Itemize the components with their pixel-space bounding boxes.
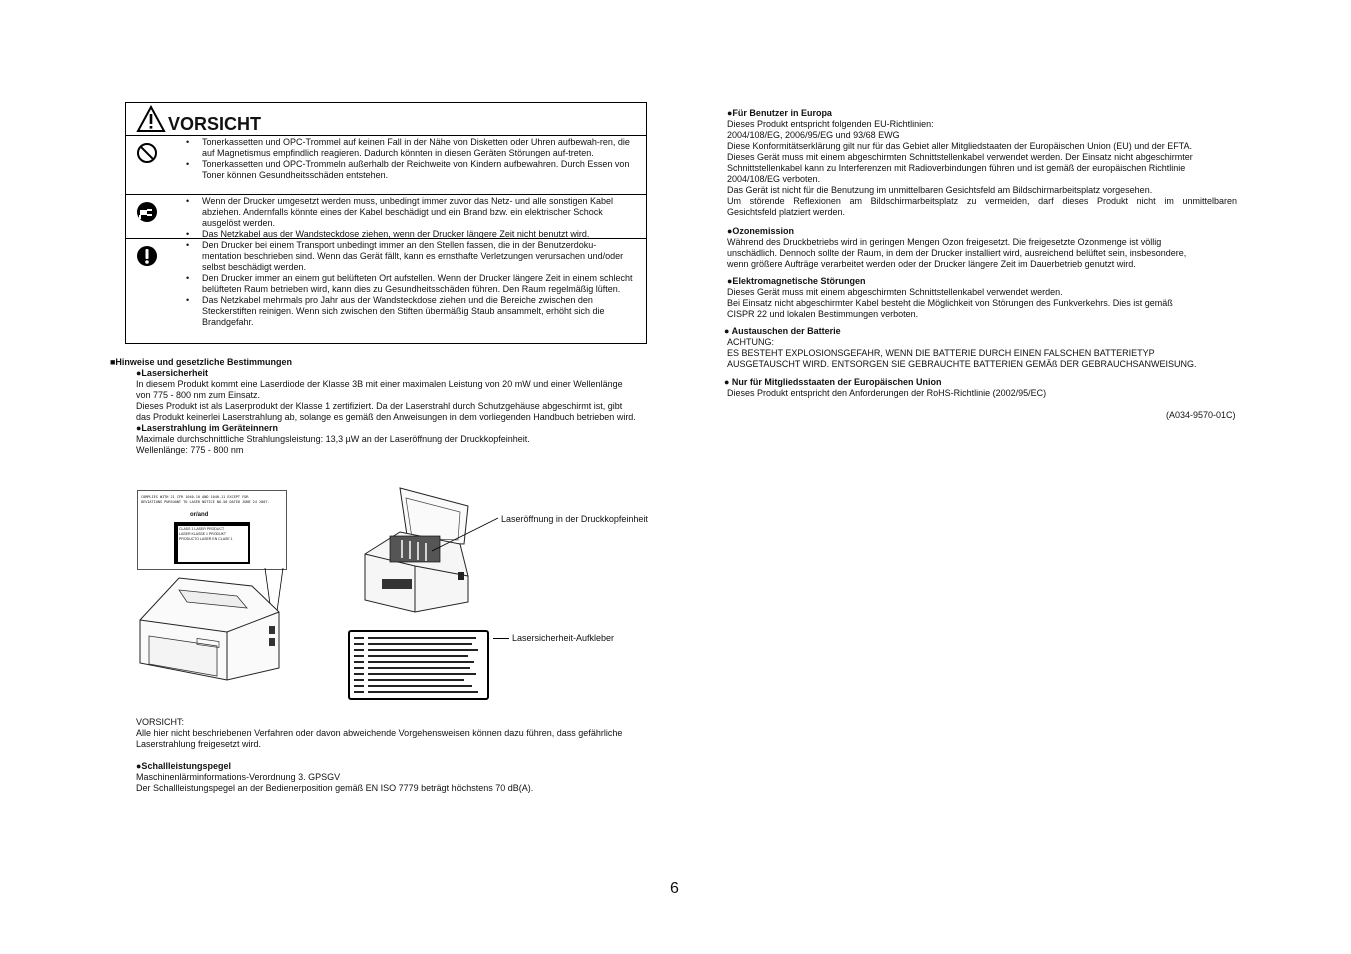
exclamation-icon [136, 245, 158, 267]
caution-item: • Das Netzkabel aus der Wandsteckdose ziehen, wenn der Drucker längere Zeit nicht benutzt wird. [202, 229, 634, 240]
sound-text: Der Schallleistungspegel an der Bedienerposition gemäß EN ISO 7779 beträgt höchstens 70 dB(A). [136, 783, 534, 793]
laser-safety-text: von 775 - 800 nm zum Einsatz. [136, 390, 261, 400]
eu-heading: ●Für Benutzer in Europa [727, 108, 832, 118]
emc-text: CISPR 22 und lokalen Bestimmungen verboten. [727, 309, 919, 319]
compliance-text: DEVIATIONS PURSUANT TO LASER NOTICE NO.50 DATED JUNE 24 2007. [141, 500, 270, 504]
printer-front-illustration [137, 568, 297, 703]
eu-section [727, 108, 1237, 218]
laser-safety-text: In diesem Produkt kommt eine Laserdiode der Klasse 3B mit einer maximalen Leistung von 20 mW und einer Wellenlänge [136, 379, 623, 389]
caution-item: • Tonerkassetten und OPC-Trommel auf keinen Fall in der Nähe von Disketten oder Uhren aufbewah-ren, die auf Magnetismus empfindlich reagieren. Dadurch könnten in diesen Geräten Störungen auf-treten. [202, 137, 634, 159]
emc-text: Dieses Gerät muss mit einem abgeschirmten Schnittstellenkabel verwendet werden. [727, 287, 1063, 297]
caution-header [126, 103, 646, 136]
caution-row [126, 195, 646, 239]
laser-safety-text: Dieses Produkt ist als Laserprodukt der Klasse 1 zertifiziert. Da der Laserstrahl durch Schutzgehäuse abgeschirmt ist, gibt [136, 401, 623, 411]
caution-table [125, 102, 647, 344]
inner-radiation-text: Maximale durchschnittliche Strahlungsleistung: 13,3 µW an der Laseröffnung der Druckkopfeinheit. [136, 434, 530, 444]
caution-item: • Wenn der Drucker umgesetzt werden muss, unbedingt immer zuvor das Netz- und alle sonstigen Kabel abziehen. Andernfalls könnte eines der Kabel beschädigt und ein Brand bzw. ein elektrischer Schock ausgelöst werden. [202, 196, 634, 229]
eu-text: 2004/108/EG, 2006/95/EG und 93/68 EWG [727, 130, 900, 140]
laser-safety-heading: ●Lasersicherheit [136, 368, 208, 378]
compliance-text: COMPLIES WITH 21 CFR 1040.10 AND 1040.11 EXCEPT FOR [141, 495, 249, 499]
caution-note [136, 717, 676, 750]
caution-row [126, 239, 646, 343]
caution-title: VORSICHT [168, 114, 262, 134]
ozone-text: unschädlich. Dennoch sollte der Raum, in dem der Drucker installiert wird, ausreichend belüftet sein, insbesondere, [727, 248, 1187, 258]
laser-warning-sticker [348, 630, 489, 700]
eu-text: Diese Konformitätserklärung gilt nur für das Gebiet aller Mitgliedstaaten der Europäischen Union (EU) und der EFTA. [727, 141, 1193, 151]
compliance-label-figure [137, 490, 287, 570]
rohs-heading: ● Nur für Mitgliedsstaaten der Europäischen Union [724, 377, 942, 387]
regulations-heading: ■Hinweise und gesetzliche Bestimmungen [110, 357, 292, 367]
caution-item: • Den Drucker immer an einem gut belüfteten Ort aufstellen. Wenn der Drucker längere Zeit in einem schlecht belüfteten Raum betrieben wird, kann dies zu Gesundheitsschäden führen. Den Raum regelmäßig lüften. [202, 273, 634, 295]
eu-text: Das Gerät ist nicht für die Benutzung im unmittelbaren Gesichtsfeld am Bildschirmarbeitsplatz vorgesehen. [727, 185, 1153, 195]
laser-opening-label: Laseröffnung in der Druckkopfeinheit [501, 514, 648, 524]
ozone-section [727, 226, 1237, 270]
laser-sticker-label: Lasersicherheit-Aufkleber [512, 633, 615, 643]
laser-safety-text: das Produkt keinerlei Laserstrahlung ab, solange es gemäß den Anweisungen in dem vorliegenden Handbuch betrieben wird. [136, 412, 636, 422]
eu-text: Um störende Reflexionen am Bildschirmarbeitsplatz zu vermeiden, darf dieses Produkt nicht im unmittelbaren [727, 196, 1237, 206]
class-label-text: LASER KLASSE 1 PRODUKT [179, 532, 227, 536]
caution-note-text: Laserstrahlung freigesetzt wird. [136, 739, 262, 749]
sound-section [136, 761, 676, 794]
eu-text: Dieses Produkt entspricht folgenden EU-Richtlinien: [727, 119, 934, 129]
battery-text: ACHTUNG: [727, 337, 774, 347]
rohs-text: Dieses Produkt entspricht den Anforderungen der RoHS-Richtlinie (2002/95/EC) [727, 388, 1047, 398]
eu-text: Schnittstellenkabel kann zu Interferenzen mit Radioverbindungen führen und ist gemäß der europäischen Richtlinie [727, 163, 1186, 173]
or-and-text: or/and [190, 512, 209, 518]
caution-note-title: VORSICHT: [136, 717, 185, 727]
caution-item: • Das Netzkabel mehrmals pro Jahr aus der Wandsteckdose ziehen und die Bereiche zwischen den Steckerstiften reinigen. Wenn sich zwischen den Stiften übermäßig Staub ansammelt, erhöht sich die Brandgefahr. [202, 295, 634, 328]
sound-heading: ●Schallleistungspegel [136, 761, 231, 771]
unplug-icon [136, 201, 158, 223]
emc-section [727, 276, 1237, 320]
ozone-text: Während des Druckbetriebs wird in geringen Mengen Ozon freigesetzt. Die freigesetzte Ozonmenge ist völlig [727, 237, 1162, 247]
emc-heading: ●Elektromagnetische Störungen [727, 276, 866, 286]
ozone-heading: ●Ozonemission [727, 226, 794, 236]
battery-heading: ● Austauschen der Batterie [724, 326, 841, 336]
class-label-text: CLASS 1 LASER PRODUCT [179, 527, 225, 531]
caution-row [126, 136, 646, 195]
eu-text: Dieses Gerät muss mit einem abgeschirmten Schnittstellenkabel verwendet werden. Der Einsatz nicht abgeschirmter [727, 152, 1193, 162]
inner-radiation-heading: ●Laserstrahlung im Geräteinnern [136, 423, 278, 433]
eu-text: Gesichtsfeld platziert werden. [727, 207, 846, 217]
battery-section [724, 326, 1244, 370]
sound-text: Maschinenlärminformations-Verordnung 3. GPSGV [136, 772, 341, 782]
sticker-text-lines [354, 635, 482, 695]
caution-note-text: Alle hier nicht beschriebenen Verfahren oder davon abweichende Vorgehensweisen können dazu führen, dass gefährliche [136, 728, 623, 738]
inner-radiation-text: Wellenlänge: 775 - 800 nm [136, 445, 244, 455]
eu-text: 2004/108/EG verboten. [727, 174, 821, 184]
ozone-text: wenn größere Aufträge verarbeitet werden oder der Drucker längere Zeit im Dauerbetrieb genutzt wird. [727, 259, 1136, 269]
caution-item: • Tonerkassetten und OPC-Trommeln außerhalb der Reichweite von Kindern aufbewahren. Durch Essen von Toner können Gesundheitsschäden entstehen. [202, 159, 634, 181]
callout-line [493, 638, 509, 639]
battery-text: ES BESTEHT EXPLOSIONSGEFAHR, WENN DIE BATTERIE DURCH EINEN FALSCHEN BATTERIETYP [727, 348, 1155, 358]
page-number: 6 [670, 880, 679, 897]
prohibition-icon [136, 142, 158, 164]
document-code: (A034-9570-01C) [1166, 410, 1236, 420]
emc-text: Bei Einsatz nicht abgeschirmter Kabel besteht die Möglichkeit von Störungen des Funkverkehrs. Dies ist gemäß [727, 298, 1173, 308]
callout-line [430, 515, 505, 555]
laser-safety-section [136, 368, 676, 456]
class-label-text: PRODUCTO LASER EN CLASE 1 [179, 537, 233, 541]
battery-text: AUSGETAUSCHT WIRD. ENTSORGEN SIE GEBRAUCHTE BATTERIEN GEMÄß DER GEBRAUCHSANWEISUNG. [727, 359, 1197, 369]
caution-item: • Den Drucker bei einem Transport unbedingt immer an den Stellen fassen, die in der Benutzerdoku-mentation beschrieben sind. Wenn das Gerät fällt, kann es ernsthafte Verletzungen verursachen und/oder selbst beschädigt werden. [202, 240, 634, 273]
warning-triangle-icon [136, 105, 166, 133]
rohs-section [724, 377, 1244, 399]
laser-class-label [174, 522, 250, 564]
